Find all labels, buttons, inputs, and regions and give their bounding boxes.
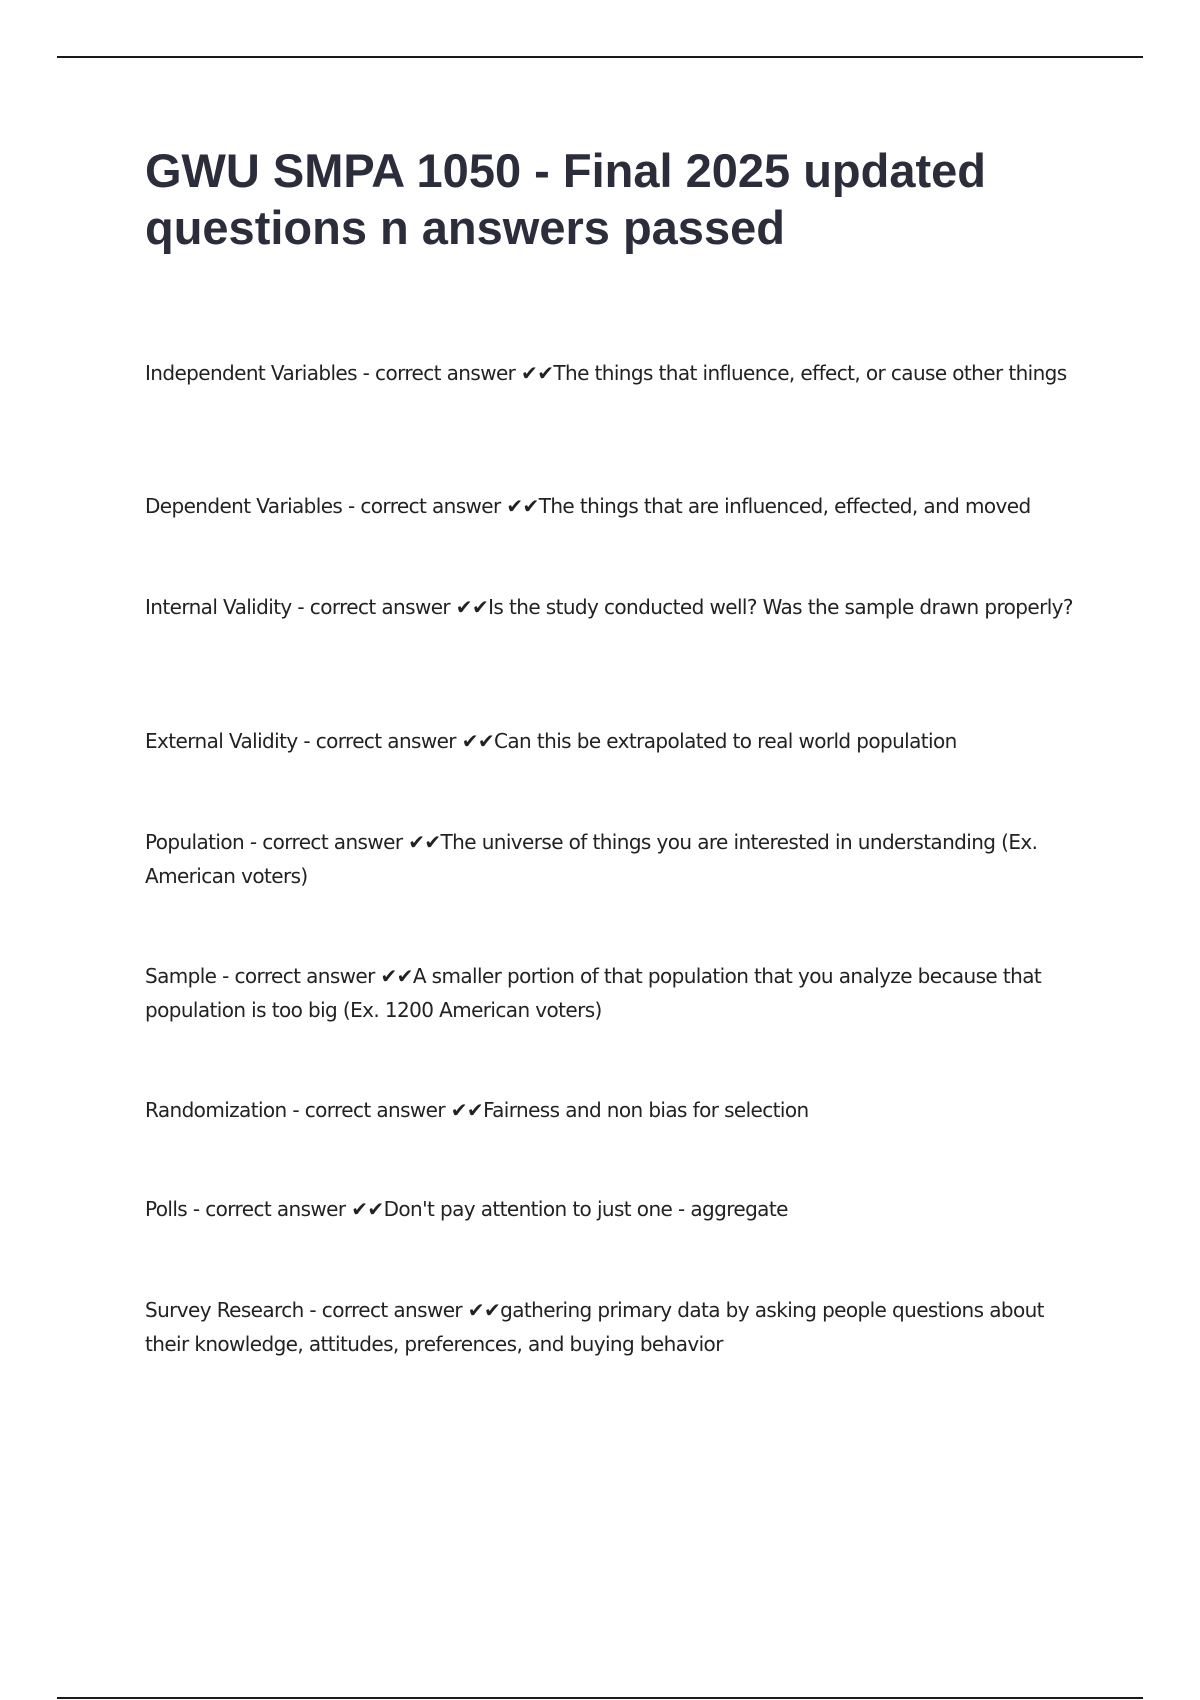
qa-term: Polls xyxy=(145,1197,188,1221)
document-title: GWU SMPA 1050 - Final 2025 updated questions n answers passed xyxy=(145,144,986,254)
qa-term: Sample xyxy=(145,964,217,988)
check-icon: ✔✔ xyxy=(455,595,489,619)
check-icon: ✔✔ xyxy=(506,494,539,518)
qa-item xyxy=(145,1093,1090,1127)
check-icon: ✔✔ xyxy=(461,729,495,753)
qa-term: Randomization xyxy=(145,1098,287,1122)
qa-separator: - correct answer xyxy=(286,1098,451,1122)
check-icon: ✔✔ xyxy=(467,1298,501,1322)
qa-term: Population xyxy=(145,830,245,854)
check-icon: ✔✔ xyxy=(450,1098,484,1122)
qa-answer: A smaller portion of that population that you analyze because that population is too big (Ex. 1200 American voters) xyxy=(145,964,1042,1022)
qa-answer: gathering primary data by asking people questions about their knowledge, attitudes, preferences, and buying behavior xyxy=(145,1298,1044,1356)
qa-term: Survey Research xyxy=(145,1298,304,1322)
qa-answer: The universe of things you are interested in understanding (Ex. American voters) xyxy=(145,830,1038,888)
qa-item xyxy=(145,489,1090,523)
qa-answer: Is the study conducted well? Was the sample drawn properly? xyxy=(488,595,1073,619)
qa-item xyxy=(145,1192,1090,1226)
qa-answer: Can this be extrapolated to real world population xyxy=(494,729,957,753)
qa-answer: Don't pay attention to just one - aggregate xyxy=(383,1197,788,1221)
qa-separator: - correct answer xyxy=(356,361,522,385)
check-icon: ✔✔ xyxy=(521,361,554,385)
qa-item xyxy=(145,959,1090,1027)
qa-separator: - correct answer xyxy=(216,964,381,988)
check-icon: ✔✔ xyxy=(408,830,441,854)
qa-term: Internal Validity xyxy=(145,595,292,619)
qa-separator: - correct answer xyxy=(342,494,507,518)
qa-answer: Fairness and non bias for selection xyxy=(483,1098,809,1122)
qa-separator: - correct answer xyxy=(297,729,462,753)
qa-term: Independent Variables xyxy=(145,361,357,385)
qa-term: External Validity xyxy=(145,729,298,753)
qa-separator: - correct answer xyxy=(291,595,456,619)
top-divider xyxy=(57,56,1143,58)
qa-item xyxy=(145,724,1090,758)
bottom-divider xyxy=(57,1697,1143,1699)
qa-item xyxy=(145,825,1090,893)
check-icon: ✔✔ xyxy=(380,964,413,988)
qa-separator: - correct answer xyxy=(187,1197,352,1221)
qa-answer: The things that are influenced, effected, and moved xyxy=(538,494,1031,518)
qa-answer: The things that influence, effect, or cause other things xyxy=(553,361,1067,385)
qa-item xyxy=(145,356,1090,390)
qa-separator: - correct answer xyxy=(244,830,409,854)
check-icon: ✔✔ xyxy=(351,1197,384,1221)
qa-item xyxy=(145,590,1090,624)
qa-item xyxy=(145,1293,1090,1361)
qa-separator: - correct answer xyxy=(303,1298,468,1322)
qa-term: Dependent Variables xyxy=(145,494,343,518)
